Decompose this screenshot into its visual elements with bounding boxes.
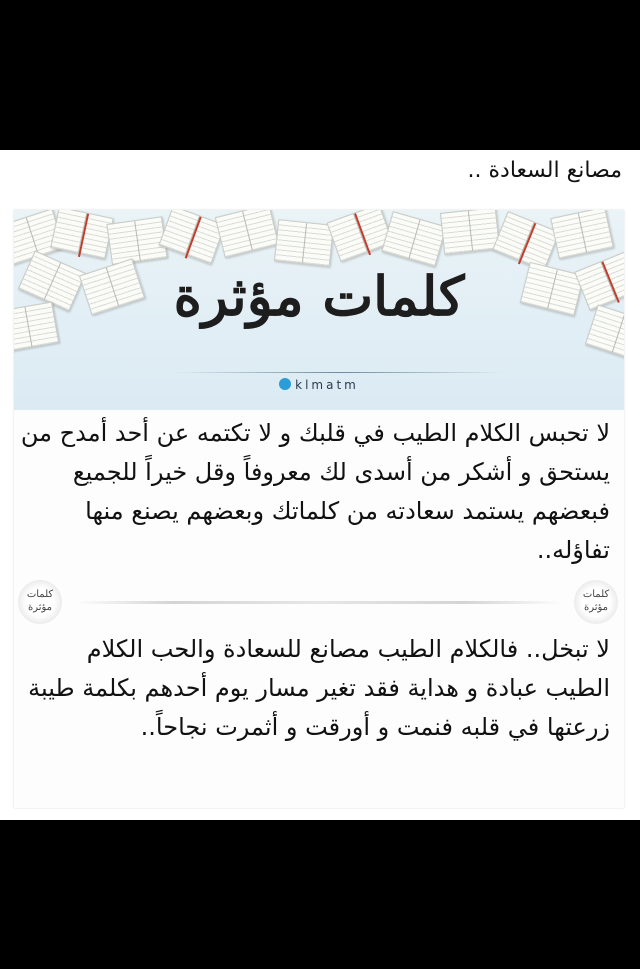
book-decoration — [440, 210, 500, 255]
handle-text: klmatm — [295, 378, 359, 392]
divider-rule — [76, 601, 562, 604]
quote-image-card[interactable] — [14, 210, 624, 808]
banner-handle — [14, 378, 624, 392]
seal-left-logo: كلمات مؤثرة — [18, 580, 62, 624]
tweet-panel — [0, 150, 640, 820]
quote-banner — [14, 210, 624, 410]
quote-paragraph-2: لا تبخل.. فالكلام الطيب مصانع للسعادة والحب الكلام الطيب عبادة و هداية فقد تغير مسار يوم أحدهم بكلمة طيبة زرعتها في قلبه فنمت و أورقت و أثمرت نجاحاً.. — [28, 635, 610, 741]
banner-divider — [174, 372, 504, 373]
quote-paragraph-1: لا تحبس الكلام الطيب في قلبك و لا تكتمه عن أحد أمدح من يستحق و أشكر من أسدى لك معروفاً وقل خيراً للجميع فبعضهم يستمد سعادته من كلماتك وبعضهم يصنع منها تفاؤله.. — [20, 419, 610, 564]
book-decoration — [327, 210, 394, 262]
seal-right-logo: كلمات مؤثرة — [574, 580, 618, 624]
twitter-bird-icon — [279, 378, 291, 390]
banner-title: كلمات مؤثرة — [173, 264, 465, 328]
section-divider — [14, 570, 624, 620]
book-decoration — [50, 210, 114, 259]
tweet-text: مصانع السعادة .. — [467, 158, 622, 183]
book-decoration — [215, 210, 279, 258]
book-decoration — [106, 216, 167, 265]
book-decoration — [274, 219, 334, 267]
book-decoration — [550, 210, 614, 259]
book-decoration — [381, 211, 446, 267]
